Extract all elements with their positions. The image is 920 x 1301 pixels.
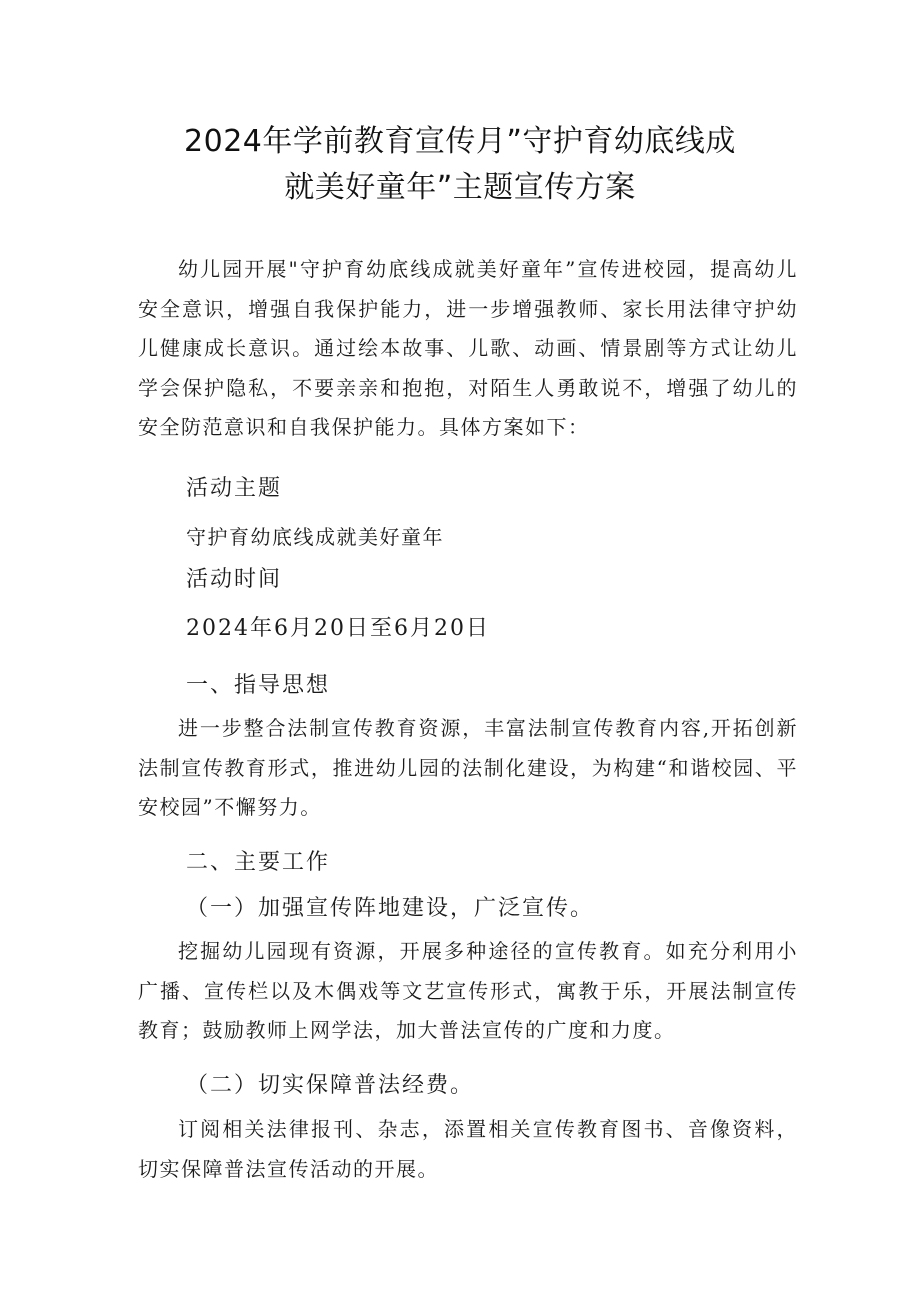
document-title-line-2: 就美好童年”主题宣传方案 (284, 170, 636, 205)
section-1-paragraph: 进一步整合法制宣传教育资源，丰富法制宣传教育内容,开拓创新法制宣传教育形式，推进幼儿园的法制化建设，为构建“和谐校园、平安校园”不懈努力。 (138, 716, 798, 819)
theme-heading: 活动主题 (186, 476, 283, 501)
subsection-2-paragraph: 订阅相关法律报刊、杂志，添置相关宣传教育图书、音像资料，切实保障普法宣传活动的开展。 (138, 1117, 798, 1181)
time-heading: 活动时间 (186, 567, 283, 592)
subsection-1-paragraph: 挖掘幼儿园现有资源，开展多种途径的宣传教育。如充分利用小广播、宣传栏以及木偶戏等文艺宣传形式，寓教于乐，开展法制宣传教育；鼓励教师上网学法，加大普法宣传的广度和力度。 (138, 939, 798, 1042)
intro-paragraph: 幼儿园开展"守护育幼底线成就美好童年”宣传进校园，提高幼儿安全意识，增强自我保护能力，进一步增强教师、家长用法律守护幼儿健康成长意识。通过绘本故事、儿歌、动画、情景剧等方式让幼儿学会保护隐私，不要亲亲和抱抱，对陌生人勇敢说不，增强了幼儿的安全防范意识和自我保护能力。具体方案如下： (138, 257, 798, 439)
document-title-line-1: 2024年学前教育宣传月”守护育幼底线成 (184, 124, 736, 159)
section-1-heading: 一、指导思想 (186, 673, 331, 698)
subsection-1-heading: （一）加强宣传阵地建设，广泛宣传。 (186, 896, 595, 921)
theme-text: 守护育幼底线成就美好童年 (186, 525, 444, 549)
subsection-2-heading: （二）切实保障普法经费。 (186, 1073, 475, 1098)
section-2-heading: 二、主要工作 (186, 850, 331, 875)
time-text: 2024年6月20日至6月20日 (186, 616, 490, 641)
